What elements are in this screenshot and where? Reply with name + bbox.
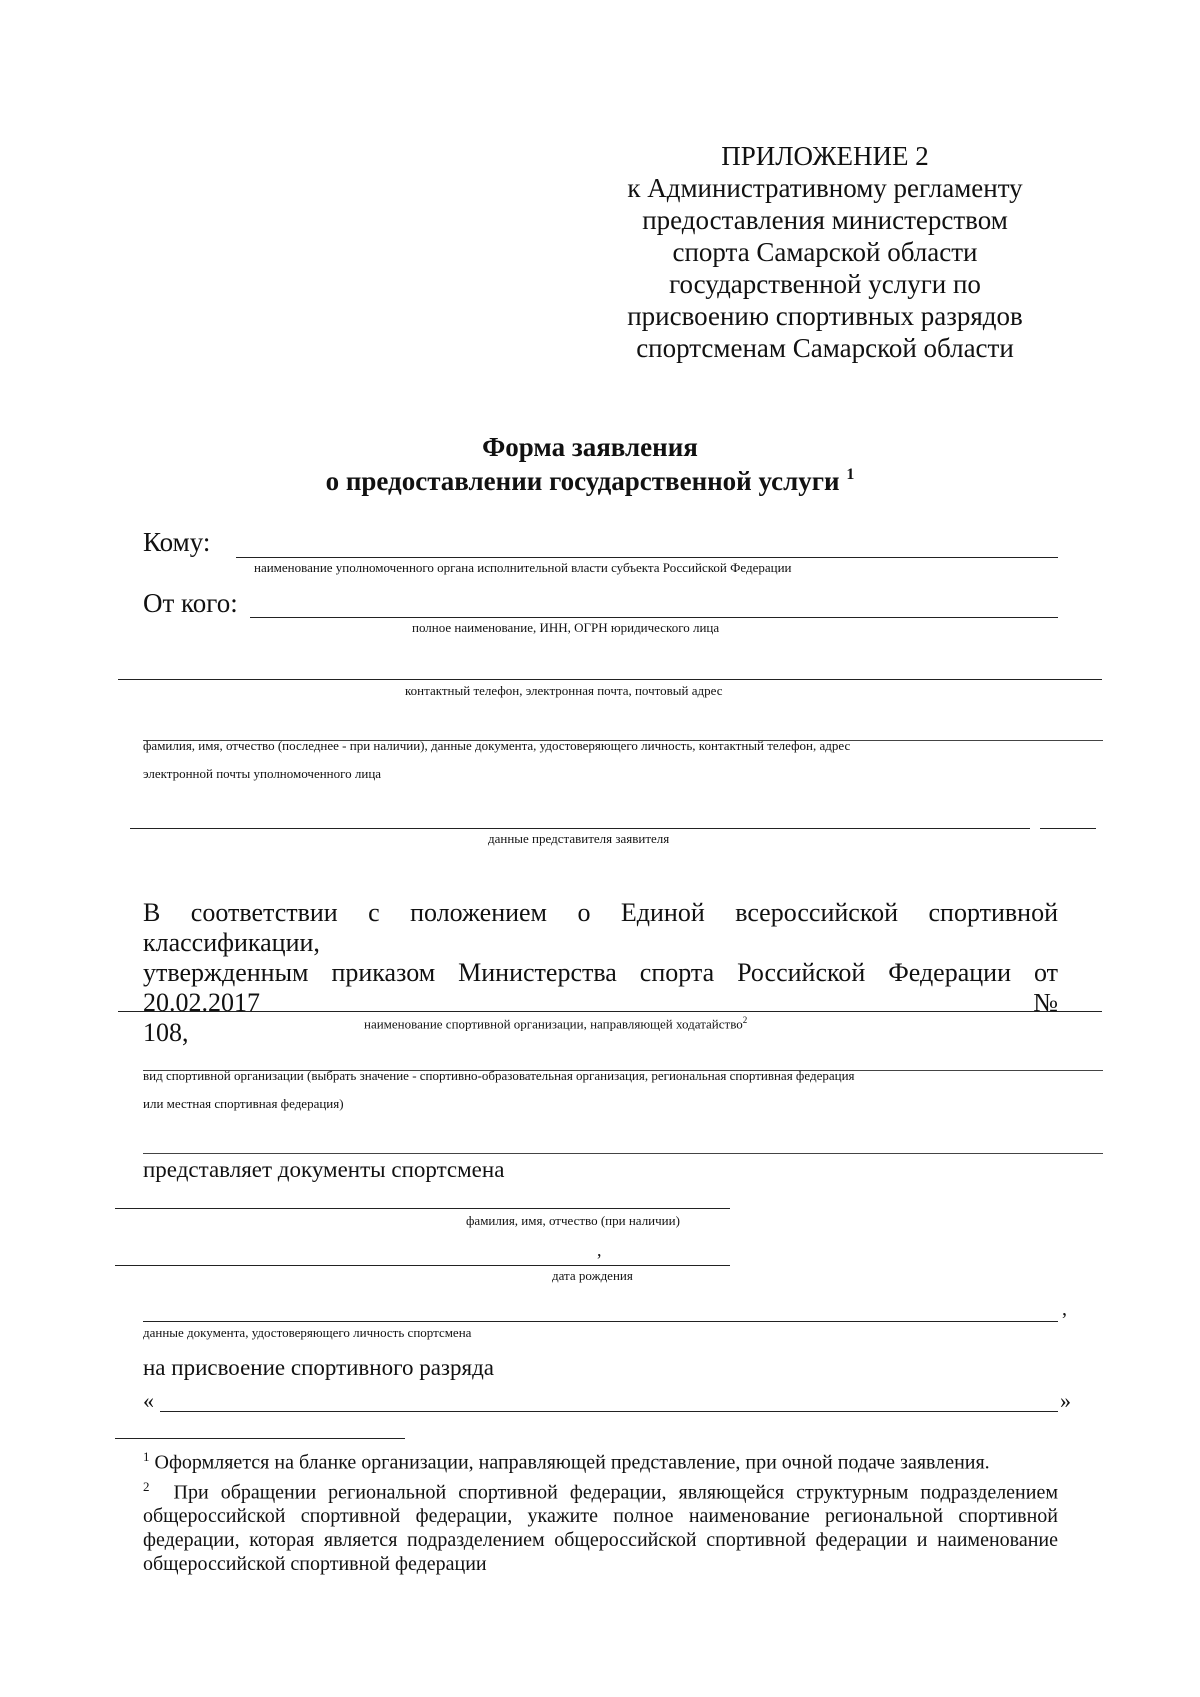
to-field-line[interactable] (236, 557, 1058, 558)
form-title (140, 430, 1040, 498)
birth-date-field-line[interactable] (115, 1265, 730, 1266)
appendix-header (600, 140, 1050, 364)
contacts-field-line[interactable] (118, 679, 1102, 680)
footnote-separator (115, 1438, 405, 1439)
from-label: От кого: (143, 588, 238, 618)
appendix-line: спорта Самарской области (672, 237, 978, 267)
contacts-hint: контактный телефон, электронная почта, почтовый адрес (405, 683, 723, 698)
athlete-name-hint: фамилия, имя, отчество (при наличии) (466, 1213, 680, 1228)
quote-open: « (143, 1388, 154, 1413)
to-label: Кому: (143, 527, 211, 557)
appendix-line: ПРИЛОЖЕНИЕ 2 (721, 141, 929, 171)
paragraph-line-2: утвержденным приказом Министерства спорта Российской Федерации от 20.02.2017 № (143, 958, 1058, 1017)
appendix-line: спортсменам Самарской области (636, 333, 1014, 363)
authorized-hint-line-1: фамилия, имя, отчество (последнее - при наличии), данные документа, удостоверяющего личность, контактный телефон, адрес (143, 738, 851, 753)
rank-field-line[interactable] (160, 1411, 1058, 1412)
athlete-name-field-line[interactable] (115, 1208, 730, 1209)
id-doc-field-line[interactable] (143, 1321, 1058, 1322)
footnote-ref-1: 1 (846, 466, 855, 483)
from-hint: полное наименование, ИНН, ОГРН юридического лица (412, 620, 720, 635)
footnote-2: $^2$ При обращении региональной спортивной федерации, являющейся структурным подразделением общероссийской спортивной федерации, укажите полное наименование региональной спортивной федерации, которая является подразделением общероссийской спортивной федерации и наименование общероссийской спортивной федерации (143, 1478, 1058, 1576)
representative-hint: данные представителя заявителя (488, 831, 670, 846)
to-hint: наименование уполномоченного органа исполнительной власти субъекта Российской Федерации (254, 560, 792, 575)
id-doc-comma: , (1062, 1298, 1067, 1320)
title-line-1: Форма заявления (482, 432, 698, 462)
org-type-hint-line-1: вид спортивной организации (выбрать значение - спортивно-образовательная организация, региональная спортивная федерация (143, 1068, 855, 1083)
org-name-hint: наименование спортивной организации, направляющей ходатайство$^2$ (364, 1015, 748, 1032)
authorized-hint-line-2: электронной почты уполномоченного лица (143, 766, 382, 781)
from-field-line[interactable] (250, 617, 1058, 618)
appendix-line: к Административному регламенту (627, 173, 1023, 203)
representative-field-line[interactable] (130, 828, 1030, 829)
id-doc-hint: данные документа, удостоверяющего личность спортсмена (143, 1325, 472, 1340)
footnotes (143, 1445, 1058, 1576)
appendix-line: государственной услуги по (669, 269, 981, 299)
submits-text: представляет документы спортсмена (143, 1157, 505, 1182)
appendix-line: предоставления министерством (642, 205, 1008, 235)
title-line-2: о предоставлении государственной услуги $^1$ (325, 466, 855, 496)
org-type-hint-line-2: или местная спортивная федерация) (143, 1096, 344, 1111)
appendix-line: присвоению спортивных разрядов (627, 301, 1023, 331)
rank-text: на присвоение спортивного разряда (143, 1355, 494, 1380)
footnote-ref-2: 2 (742, 1015, 748, 1025)
paragraph-line-1: В соответствии с положением о Единой всероссийской спортивной классификации, (143, 898, 1058, 957)
org-name-field-line[interactable] (118, 1011, 1102, 1012)
quote-close: » (1060, 1388, 1071, 1413)
paragraph-line-3: 108, (143, 1018, 189, 1047)
footnote-1: $^1$ Оформляется на бланке организации, направляющей представление, при очной подаче заявления. (143, 1449, 990, 1474)
birth-comma: , (597, 1240, 602, 1260)
birth-date-hint: дата рождения (552, 1268, 633, 1283)
representative-field-line-extra[interactable] (1040, 828, 1096, 829)
org-type-bottom-line (143, 1153, 1103, 1154)
